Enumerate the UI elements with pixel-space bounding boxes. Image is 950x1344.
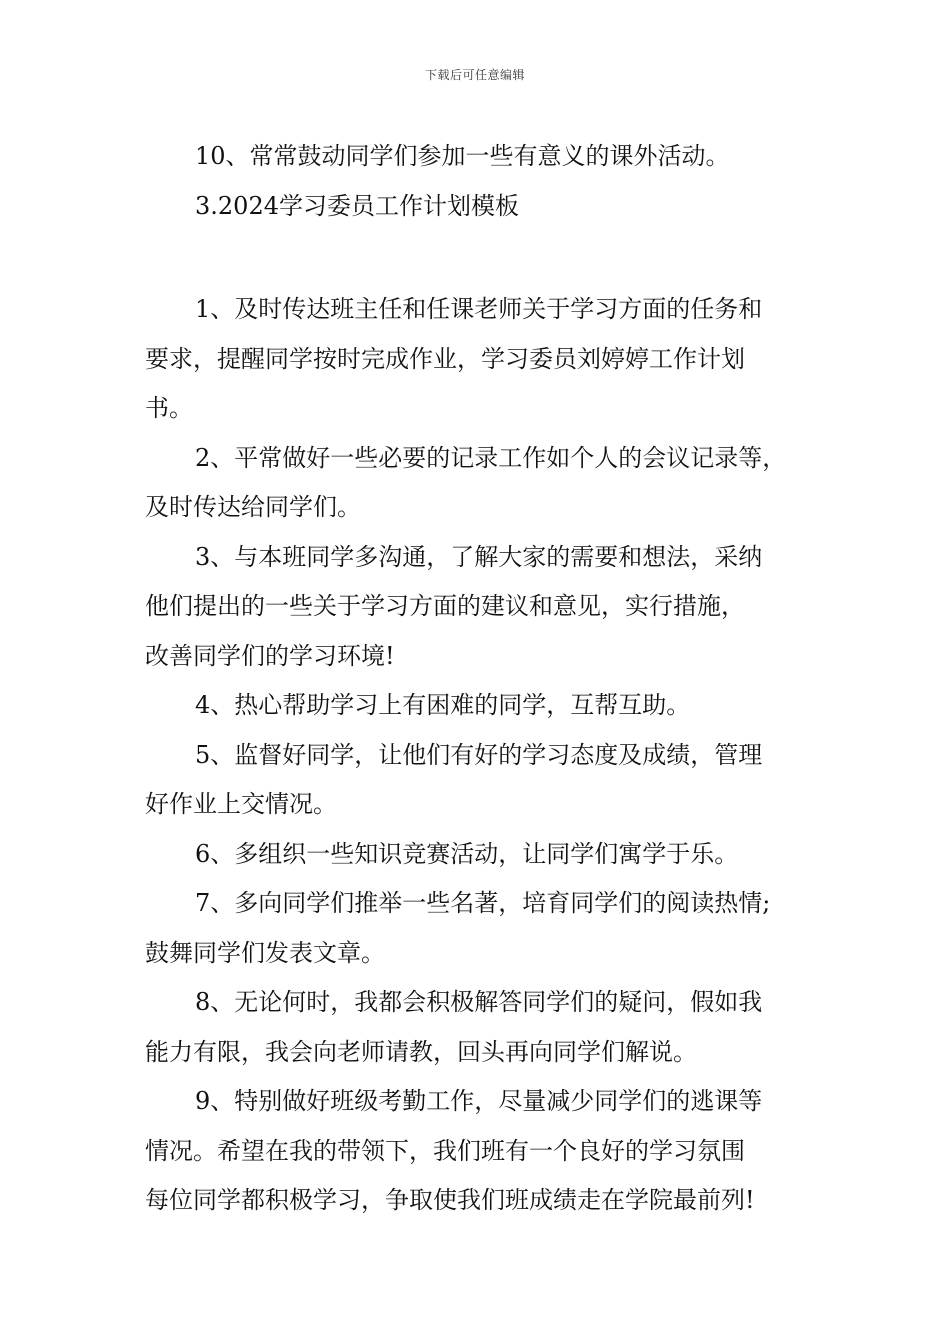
paragraph-line: 鼓舞同学们发表文章。	[145, 938, 385, 967]
paragraph-5	[145, 731, 815, 830]
paragraph-line: 3、与本班同学多沟通，了解大家的需要和想法，采纳	[195, 542, 763, 571]
paragraph-line: 8、无论何时，我都会积极解答同学们的疑问，假如我	[195, 988, 763, 1016]
paragraph-6	[145, 830, 815, 880]
paragraph-line: 能力有限，我会向老师请教，回头再向同学们解说。	[145, 1037, 697, 1066]
paragraph-8	[145, 978, 815, 1077]
list-item-10: 10、常常鼓动同学们参加一些有意义的课外活动。	[195, 142, 730, 170]
paragraph-line: 书。	[145, 394, 193, 422]
paragraph-line: 情况。希望在我的带领下，我们班有一个良好的学习氛围	[145, 1136, 745, 1165]
paragraph-line: 7、多向同学们推举一些名著，培育同学们的阅读热情;	[195, 889, 771, 917]
paragraph-line: 好作业上交情况。	[145, 790, 337, 818]
paragraph-line: 6、多组织一些知识竞赛活动，让同学们寓学于乐。	[195, 839, 739, 868]
paragraph-7	[145, 879, 815, 978]
paragraph-line: 1、及时传达班主任和任课老师关于学习方面的任务和	[195, 295, 763, 323]
paragraph-line: 9、特别做好班级考勤工作，尽量减少同学们的逃课等	[195, 1087, 763, 1115]
paragraph-line: 他们提出的一些关于学习方面的建议和意见，实行措施，	[145, 592, 745, 620]
paragraph-line: 2、平常做好一些必要的记录工作如个人的会议记录等，	[195, 443, 787, 472]
blank-spacer	[145, 231, 815, 285]
paragraph-line: 4、热心帮助学习上有困难的同学，互帮互助。	[195, 691, 691, 719]
paragraph-2	[145, 434, 815, 533]
paragraph-3	[145, 533, 815, 682]
paragraph-line: 5、监督好同学，让他们有好的学习态度及成绩，管理	[195, 740, 763, 769]
section-title: 3.2024学习委员工作计划模板	[195, 191, 519, 220]
header-note: 下载后可任意编辑	[424, 68, 525, 82]
paragraph-line: 每位同学都积极学习，争取使我们班成绩走在学院最前列!	[145, 1186, 755, 1214]
paragraph-line: 及时传达给同学们。	[145, 493, 361, 521]
paragraph-9	[145, 1077, 815, 1226]
paragraph-1	[145, 285, 815, 434]
paragraph-4	[145, 681, 815, 731]
document-body	[145, 132, 815, 1226]
paragraph-line: 要求，提醒同学按时完成作业，学习委员刘婷婷工作计划	[145, 344, 745, 373]
paragraph-line: 改善同学们的学习环境!	[145, 641, 395, 670]
